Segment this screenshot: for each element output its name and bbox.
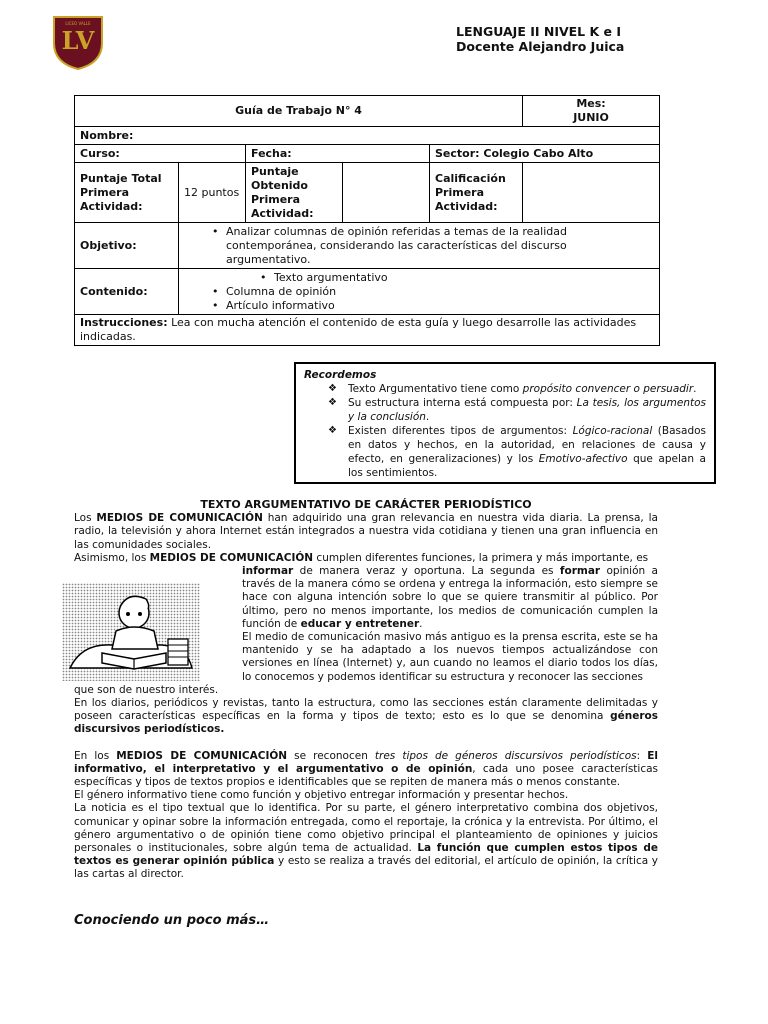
puntaje-obtenido-field[interactable] (343, 163, 430, 223)
contenido-item: • Columna de opinión (208, 285, 654, 299)
paragraph: El género informativo tiene como función y objetivo entregar información y presentar hechos. (74, 789, 569, 802)
instrucciones-cell (75, 315, 660, 346)
calificacion-field[interactable] (523, 163, 660, 223)
article-title: TEXTO ARGUMENTATIVO DE CARÁCTER PERIODÍSTICO (200, 498, 532, 511)
fecha-field[interactable]: Fecha: (246, 145, 430, 163)
paragraph: En los MEDIOS DE COMUNICACIÓN se reconocen tres tipos de géneros discursivos periodísticos: El informativo, el interpretativo y el argumentativo o de opinión, cada uno posee características específicas y tipos de textos propios e identificables que se repiten de manera más o menos constante. (74, 749, 658, 789)
instrucciones-text: Lea con mucha atención el contenido de esta guía y luego desarrolle las actividades indicadas. (80, 316, 637, 343)
paragraph: Asimismo, los MEDIOS DE COMUNICACIÓN cumplen diferentes funciones, la primera y más importante, es (74, 551, 649, 564)
contenido-item: • Artículo informativo (208, 299, 654, 313)
puntaje-obtenido-label: Puntaje Obtenido Primera Actividad: (246, 163, 343, 223)
contenido-label: Contenido: (75, 269, 179, 315)
month-label: Mes: (576, 97, 606, 110)
paragraph: El medio de comunicación masivo más antiguo es la prensa escrita, este se ha mantenido y se ha adaptado a los nuevos tiempos actualizándose con versiones en línea (Internet) y, aun cuando no leamos el diario todos los días, lo conocemos y podemos identificar su estructura y reconocer las secciones (242, 631, 658, 683)
paragraph: En los diarios, periódicos y revistas, tanto la estructura, como las secciones están claramente delimitadas y poseen características específicas en la forma y tipos de texto; esto es lo que se denomina géneros discursivos periodísticos. (74, 697, 658, 736)
objetivo-text: • Analizar columnas de opinión referidas a temas de la realidad contemporánea, considerando las características del discurso argumentativo. (208, 225, 654, 267)
paragraph: que son de nuestro interés. (74, 683, 219, 696)
nombre-field[interactable]: Nombre: (75, 127, 660, 145)
course-title: LENGUAJE II NIVEL K e I (456, 24, 622, 39)
month-cell (523, 96, 660, 127)
sector-field: Sector: Colegio Cabo Alto (430, 145, 660, 163)
instrucciones-label: Instrucciones: (80, 316, 168, 329)
recordemos-item: ❖ Su estructura interna está compuesta por: La tesis, los argumentos y la conclusión. (328, 397, 706, 423)
recordemos-title: Recordemos (304, 369, 377, 381)
guide-info-table (74, 95, 660, 346)
recordemos-item: ❖ Existen diferentes tipos de argumentos: Lógico-racional (Basados en datos y hechos, en la autoridad, en relaciones de causa y efecto, en generalizaciones) y los Emotivo-afectivo que apelan a los sentimientos. (328, 425, 706, 479)
puntaje-total-label: Puntaje Total Primera Actividad: (75, 163, 179, 223)
puntaje-total-value: 12 puntos (179, 163, 246, 223)
header-info (456, 24, 624, 54)
paragraph: Los MEDIOS DE COMUNICACIÓN han adquirido una gran relevancia en nuestra vida diaria. La prensa, la radio, la televisión y ahora Internet están integrados a nuestra vida cotidiana y tienen una gran influencia en las comunidades sociales. (74, 512, 658, 551)
calificacion-label: Calificación Primera Actividad: (430, 163, 523, 223)
article-body (74, 498, 658, 882)
diamond-bullet-icon: ❖ (328, 425, 337, 436)
contenido-cell (179, 269, 660, 315)
paragraph: informar de manera veraz y oportuna. La segunda es formar opinión a través de la manera cómo se ordena y entrega la información, esto siempre se hace con alguna intención sobre lo que se quiere transmitir al público. Por último, pero no menos importante, los medios de comunicación cumplen la función de educar y entretener. (242, 565, 658, 630)
recordemos-item: ❖ Texto Argumentativo tiene como propósito convencer o persuadir. (328, 383, 697, 395)
month-value: JUNIO (573, 111, 609, 124)
guide-title: Guía de Trabajo N° 4 (75, 96, 523, 127)
diamond-bullet-icon: ❖ (328, 383, 337, 394)
school-logo (50, 13, 106, 71)
logo-text: LICEO VALLE (65, 21, 91, 26)
section-heading: Conociendo un poco más… (74, 913, 270, 928)
diamond-bullet-icon: ❖ (328, 397, 337, 408)
objetivo-cell (179, 223, 660, 269)
contenido-item: • Texto argumentativo (256, 271, 654, 285)
teacher-name: Docente Alejandro Juica (456, 39, 625, 54)
objetivo-label: Objetivo: (75, 223, 179, 269)
paragraph: La noticia es el tipo textual que lo identifica. Por su parte, el género interpretativo combina dos objetivos, comunicar y opinar sobre la información entregada, como el reportaje, la crónica y la entrevista. Por último, el género argumentativo o de opinión tiene como objetivo principal el planteamiento de opiniones y juicios personales o institucionales, sobre algún tema de actualidad. La función que cumplen estos tipos de textos es generar opinión pública y esto se realiza a través del editorial, el artículo de opinión, la crítica y las cartas al director. (74, 802, 659, 881)
logo-letters: LV (61, 26, 95, 55)
recordemos-box (294, 362, 716, 484)
curso-field[interactable]: Curso: (75, 145, 246, 163)
